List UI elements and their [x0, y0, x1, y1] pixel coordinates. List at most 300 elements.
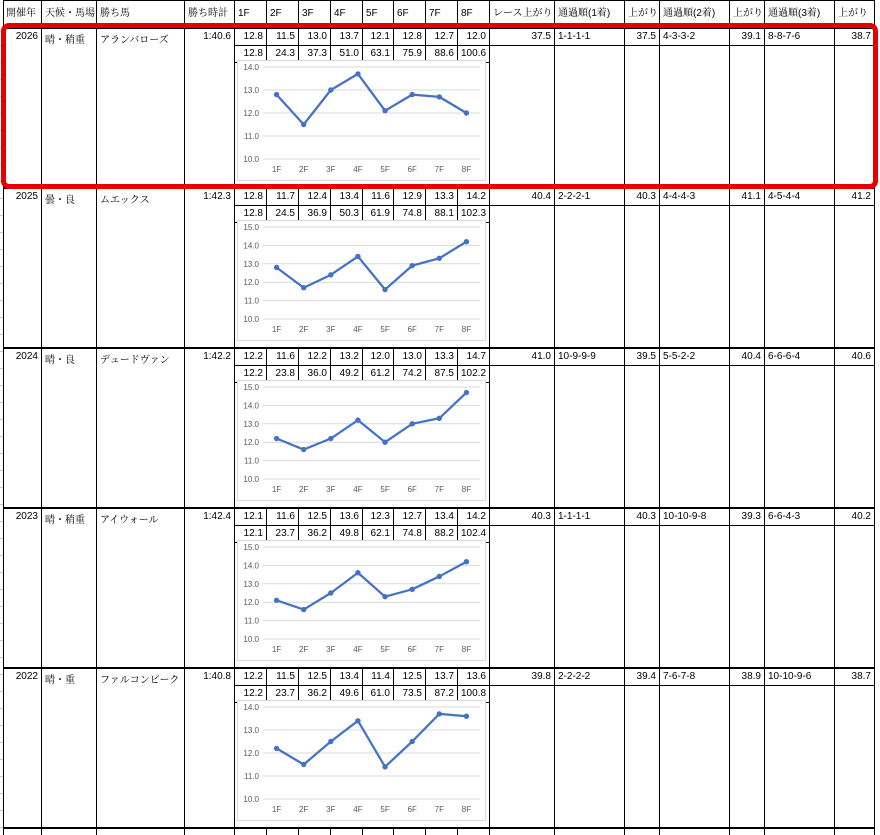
cell-lap-f8[interactable]: 14.2	[458, 509, 490, 526]
cell-cum-f6[interactable]: 74.8	[394, 206, 426, 223]
chart-data-point	[464, 559, 469, 564]
cell-agari2-empty	[730, 526, 765, 669]
cell-cum-f2[interactable]: 23.7	[267, 686, 299, 703]
cell-cum-f2[interactable]: 23.8	[267, 366, 299, 383]
cell-partial-row	[730, 829, 765, 835]
svg-text:4F: 4F	[353, 805, 363, 814]
cell-cum-f3[interactable]: 36.0	[299, 366, 331, 383]
svg-text:2F: 2F	[299, 325, 309, 334]
cell-pass1-empty	[555, 686, 625, 829]
chart-data-point	[328, 590, 333, 595]
chart-data-point	[409, 587, 414, 592]
cell-agari2[interactable]: 41.1	[730, 189, 765, 206]
cell-agari2[interactable]: 38.9	[730, 669, 765, 686]
cell-partial-row	[3, 829, 42, 835]
svg-text:3F: 3F	[326, 645, 336, 654]
cell-cum-f7[interactable]: 87.2	[426, 686, 458, 703]
cell-agari3[interactable]: 40.6	[835, 349, 875, 366]
header-cell-f4[interactable]: 4F	[331, 0, 363, 29]
svg-text:5F: 5F	[380, 485, 390, 494]
cell-agari2[interactable]: 39.3	[730, 509, 765, 526]
svg-text:5F: 5F	[380, 325, 390, 334]
cell-lap-f7[interactable]: 12.7	[426, 29, 458, 46]
cell-cum-f5[interactable]: 61.0	[363, 686, 394, 703]
cell-pass1-empty	[555, 206, 625, 349]
lap-chart-2023[interactable]	[237, 540, 486, 661]
cell-cum-f3[interactable]: 36.2	[299, 526, 331, 543]
chart-data-point	[328, 739, 333, 744]
cell-race_agari[interactable]: 40.4	[490, 189, 555, 206]
cell-partial-row	[97, 829, 185, 835]
cell-lap-f4[interactable]: 13.2	[331, 349, 363, 366]
cell-race_agari-empty	[490, 686, 555, 829]
cell-pass3[interactable]: 6-6-6-4	[765, 349, 835, 366]
cell-lap-f1[interactable]: 12.8	[235, 189, 267, 206]
cell-cum-f7[interactable]: 88.1	[426, 206, 458, 223]
cell-pass1[interactable]: 1-1-1-1	[555, 29, 625, 46]
cell-lap-f1[interactable]: 12.2	[235, 349, 267, 366]
cell-race_agari-empty	[490, 206, 555, 349]
lap-chart-2025[interactable]	[237, 220, 486, 341]
cell-agari1[interactable]: 39.4	[625, 669, 660, 686]
svg-text:3F: 3F	[326, 165, 336, 174]
cell-year[interactable]: 2025	[3, 189, 42, 349]
cell-lap-f7[interactable]: 13.3	[426, 189, 458, 206]
cell-lap-f3[interactable]: 12.5	[299, 669, 331, 686]
cell-lap-f8[interactable]: 12.0	[458, 29, 490, 46]
svg-text:8F: 8F	[461, 485, 472, 494]
svg-text:6F: 6F	[407, 165, 417, 174]
chart-data-point	[382, 764, 387, 769]
cell-cum-f1[interactable]: 12.8	[235, 46, 267, 63]
cell-time[interactable]: 1:40.8	[185, 669, 235, 829]
cell-time[interactable]: 1:42.4	[185, 509, 235, 669]
svg-text:7F: 7F	[434, 645, 444, 654]
cell-cum-f5[interactable]: 61.9	[363, 206, 394, 223]
cell-agari1[interactable]: 40.3	[625, 189, 660, 206]
svg-text:5F: 5F	[380, 805, 390, 814]
cell-race_agari[interactable]: 41.0	[490, 349, 555, 366]
cell-pass1[interactable]: 10-9-9-9	[555, 349, 625, 366]
cell-partial-row	[42, 829, 97, 835]
header-cell-weather[interactable]: 天候・馬場	[42, 0, 97, 29]
cell-pass2-empty	[660, 686, 730, 829]
cell-lap-f7[interactable]: 13.4	[426, 509, 458, 526]
svg-text:6F: 6F	[407, 485, 417, 494]
cell-agari3-empty	[835, 526, 875, 669]
svg-text:5F: 5F	[380, 165, 390, 174]
header-cell-pass2[interactable]: 通過順(2着)	[660, 0, 730, 29]
chart-data-point	[328, 272, 333, 277]
cell-agari3[interactable]: 40.2	[835, 509, 875, 526]
cell-lap-f6[interactable]: 12.9	[394, 189, 426, 206]
cell-race_agari[interactable]: 39.8	[490, 669, 555, 686]
cell-race_agari[interactable]: 40.3	[490, 509, 555, 526]
cell-race_agari-empty	[490, 366, 555, 509]
svg-text:12.0: 12.0	[243, 109, 259, 118]
svg-text:8F: 8F	[461, 325, 472, 334]
cell-cum-f3[interactable]: 36.2	[299, 686, 331, 703]
svg-text:8F: 8F	[461, 165, 472, 174]
chart-data-point	[301, 762, 306, 767]
cell-partial-row	[331, 829, 363, 835]
svg-text:6F: 6F	[407, 805, 417, 814]
chart-frame	[238, 381, 486, 501]
cell-lap-f2[interactable]: 11.6	[267, 509, 299, 526]
cell-partial-row	[490, 829, 555, 835]
cell-pass3-empty	[765, 366, 835, 509]
svg-text:12.0: 12.0	[243, 598, 259, 608]
header-cell-agari3[interactable]: 上がり	[835, 0, 875, 29]
cell-weather[interactable]: 晴・良	[42, 349, 97, 509]
header-cell-f3[interactable]: 3F	[299, 0, 331, 29]
svg-text:8F: 8F	[461, 645, 472, 654]
cell-agari1-empty	[625, 206, 660, 349]
cell-cum-f8[interactable]: 102.4	[458, 526, 490, 543]
chart-data-point	[301, 285, 306, 290]
cell-pass3[interactable]: 4-5-4-4	[765, 189, 835, 206]
svg-text:11.0: 11.0	[244, 616, 259, 626]
cell-lap-f1[interactable]: 12.2	[235, 669, 267, 686]
svg-text:8F: 8F	[461, 805, 472, 814]
cell-cum-f3[interactable]: 36.9	[299, 206, 331, 223]
svg-text:4F: 4F	[353, 645, 363, 654]
cell-lap-f8[interactable]: 14.7	[458, 349, 490, 366]
svg-text:4F: 4F	[353, 165, 363, 174]
svg-text:13.0: 13.0	[243, 259, 259, 269]
svg-text:13.0: 13.0	[243, 726, 259, 735]
svg-text:12.0: 12.0	[243, 749, 259, 758]
chart-data-point	[437, 574, 442, 579]
cell-pass2-empty	[660, 206, 730, 349]
chart-frame	[238, 701, 486, 821]
cell-horse[interactable]: デュードヴァン	[97, 349, 185, 509]
cell-lap-f2[interactable]: 11.7	[267, 189, 299, 206]
svg-text:12.0: 12.0	[243, 278, 259, 288]
cell-pass3-empty	[765, 686, 835, 829]
cell-agari1-empty	[625, 686, 660, 829]
cell-pass1[interactable]: 2-2-2-1	[555, 189, 625, 206]
cell-agari3[interactable]: 38.7	[835, 29, 875, 46]
cell-cum-f4[interactable]: 51.0	[331, 46, 363, 63]
header-cell-f1[interactable]: 1F	[235, 0, 267, 29]
chart-data-point	[437, 256, 442, 261]
chart-data-point	[274, 746, 279, 751]
cell-cum-f2[interactable]: 24.3	[267, 46, 299, 63]
cell-cum-f2[interactable]: 23.7	[267, 526, 299, 543]
cell-agari1-empty	[625, 366, 660, 509]
svg-text:13.0: 13.0	[243, 419, 259, 429]
cell-horse[interactable]: アイウォール	[97, 509, 185, 669]
cell-year[interactable]: 2024	[3, 349, 42, 509]
svg-text:10.0: 10.0	[243, 155, 259, 164]
cell-lap-f2[interactable]: 11.5	[267, 29, 299, 46]
cell-partial-row	[363, 829, 394, 835]
lap-chart-2024[interactable]	[237, 380, 486, 501]
cell-cum-f5[interactable]: 62.1	[363, 526, 394, 543]
cell-cum-f6[interactable]: 74.2	[394, 366, 426, 383]
cell-pass2[interactable]: 5-5-2-2	[660, 349, 730, 366]
cell-cum-f8[interactable]: 100.8	[458, 686, 490, 703]
cell-lap-f3[interactable]: 12.4	[299, 189, 331, 206]
header-cell-race_agari[interactable]: レース上がり	[490, 0, 555, 29]
header-cell-f5[interactable]: 5F	[363, 0, 394, 29]
highlight-box	[1, 23, 878, 189]
cell-pass2[interactable]: 10-10-9-8	[660, 509, 730, 526]
svg-text:13.0: 13.0	[243, 579, 259, 589]
svg-text:15.0: 15.0	[243, 223, 259, 232]
chart-data-point	[464, 239, 469, 244]
cell-horse[interactable]: アランバローズ	[97, 29, 185, 189]
header-cell-f6[interactable]: 6F	[394, 0, 426, 29]
cell-cum-f1[interactable]: 12.1	[235, 526, 267, 543]
cell-lap-f6[interactable]: 13.0	[394, 349, 426, 366]
svg-text:3F: 3F	[326, 325, 336, 334]
cell-time[interactable]: 1:40.6	[185, 29, 235, 189]
block-separator	[3, 347, 875, 349]
cell-cum-f4[interactable]: 49.6	[331, 686, 363, 703]
header-cell-agari1[interactable]: 上がり	[625, 0, 660, 29]
svg-text:2F: 2F	[299, 805, 309, 814]
cell-agari2[interactable]: 39.1	[730, 29, 765, 46]
cell-weather[interactable]: 曇・良	[42, 189, 97, 349]
chart-data-point	[274, 598, 279, 603]
cell-partial-row	[267, 829, 299, 835]
svg-text:1F: 1F	[271, 805, 282, 814]
cell-year[interactable]: 2022	[3, 669, 42, 829]
cell-lap-f6[interactable]: 12.7	[394, 509, 426, 526]
cell-lap-f4[interactable]: 13.6	[331, 509, 363, 526]
cell-partial-row	[394, 829, 426, 835]
header-cell-f2[interactable]: 2F	[267, 0, 299, 29]
svg-text:7F: 7F	[434, 165, 444, 174]
block-separator	[3, 827, 875, 829]
cell-pass3[interactable]: 8-8-7-6	[765, 29, 835, 46]
cell-lap-f5[interactable]: 11.6	[363, 189, 394, 206]
cell-cum-f1[interactable]: 12.2	[235, 366, 267, 383]
cell-cum-f6[interactable]: 74.8	[394, 526, 426, 543]
cell-lap-f6[interactable]: 12.8	[394, 29, 426, 46]
cell-agari2[interactable]: 40.4	[730, 349, 765, 366]
cell-lap-f7[interactable]: 13.7	[426, 669, 458, 686]
cell-cum-f1[interactable]: 12.2	[235, 686, 267, 703]
cell-lap-f5[interactable]: 12.3	[363, 509, 394, 526]
svg-text:4F: 4F	[353, 325, 363, 334]
cell-cum-f1[interactable]: 12.8	[235, 206, 267, 223]
cell-agari3-empty	[835, 366, 875, 509]
cell-lap-f1[interactable]: 12.1	[235, 509, 267, 526]
svg-text:11.0: 11.0	[244, 132, 259, 141]
cell-cum-f2[interactable]: 24.5	[267, 206, 299, 223]
cell-cum-f5[interactable]: 61.2	[363, 366, 394, 383]
chart-data-point	[382, 287, 387, 292]
svg-text:2F: 2F	[299, 165, 309, 174]
cell-pass3[interactable]: 6-6-4-3	[765, 509, 835, 526]
chart-data-point	[437, 416, 442, 421]
cell-agari2-empty	[730, 206, 765, 349]
cell-time[interactable]: 1:42.2	[185, 349, 235, 509]
cell-time[interactable]: 1:42.3	[185, 189, 235, 349]
chart-data-point	[274, 436, 279, 441]
cell-year[interactable]: 2026	[3, 29, 42, 189]
cell-lap-f5[interactable]: 11.4	[363, 669, 394, 686]
cell-pass1[interactable]: 2-2-2-2	[555, 669, 625, 686]
cell-pass3-empty	[765, 206, 835, 349]
cell-cum-f4[interactable]: 49.2	[331, 366, 363, 383]
lap-chart-2022[interactable]	[237, 700, 486, 821]
cell-lap-f1[interactable]: 12.8	[235, 29, 267, 46]
svg-text:10.0: 10.0	[243, 475, 259, 484]
cell-pass1-empty	[555, 366, 625, 509]
cell-partial-row	[625, 829, 660, 835]
cell-agari2-empty	[730, 366, 765, 509]
cell-lap-f2[interactable]: 11.5	[267, 669, 299, 686]
chart-frame	[238, 221, 486, 341]
chart-data-point	[464, 714, 469, 719]
svg-text:14.0: 14.0	[243, 241, 259, 251]
cell-pass3-empty	[765, 526, 835, 669]
chart-data-point	[409, 263, 414, 268]
svg-text:1F: 1F	[271, 325, 282, 334]
header-cell-agari2[interactable]: 上がり	[730, 0, 765, 29]
cell-lap-f4[interactable]: 13.7	[331, 29, 363, 46]
svg-text:7F: 7F	[434, 805, 444, 814]
cell-lap-f3[interactable]: 12.2	[299, 349, 331, 366]
cell-agari1[interactable]: 37.5	[625, 29, 660, 46]
svg-text:3F: 3F	[326, 485, 336, 494]
cell-cum-f6[interactable]: 75.9	[394, 46, 426, 63]
svg-text:14.0: 14.0	[243, 703, 259, 712]
svg-text:4F: 4F	[353, 485, 363, 494]
cell-lap-f5[interactable]: 12.0	[363, 349, 394, 366]
cell-agari3-empty	[835, 686, 875, 829]
header-cell-year[interactable]: 開催年	[3, 0, 42, 29]
cell-weather[interactable]: 晴・稍重	[42, 29, 97, 189]
cell-pass2-empty	[660, 366, 730, 509]
cell-pass1[interactable]: 1-1-1-1	[555, 509, 625, 526]
svg-text:14.0: 14.0	[243, 63, 259, 72]
chart-data-point	[382, 440, 387, 445]
svg-text:6F: 6F	[407, 325, 417, 334]
cell-pass2[interactable]: 7-6-7-8	[660, 669, 730, 686]
cell-partial-row	[185, 829, 235, 835]
cell-cum-f8[interactable]: 100.6	[458, 46, 490, 63]
cell-lap-f4[interactable]: 13.4	[331, 669, 363, 686]
cell-lap-f3[interactable]: 13.0	[299, 29, 331, 46]
cell-race_agari[interactable]: 37.5	[490, 29, 555, 46]
cell-lap-f3[interactable]: 12.5	[299, 509, 331, 526]
svg-text:5F: 5F	[380, 645, 390, 654]
cell-agari1[interactable]: 39.5	[625, 349, 660, 366]
chart-data-point	[355, 570, 360, 575]
cell-agari1[interactable]: 40.3	[625, 509, 660, 526]
chart-data-point	[355, 718, 360, 723]
svg-text:7F: 7F	[434, 325, 444, 334]
header-cell-pass1[interactable]: 通過順(1着)	[555, 0, 625, 29]
svg-text:1F: 1F	[271, 165, 282, 174]
cell-partial-row	[835, 829, 875, 835]
cell-pass2-empty	[660, 526, 730, 669]
cell-pass2[interactable]: 4-4-4-3	[660, 189, 730, 206]
cell-lap-f4[interactable]: 13.4	[331, 189, 363, 206]
cell-cum-f4[interactable]: 49.8	[331, 526, 363, 543]
svg-text:11.0: 11.0	[244, 456, 259, 466]
cell-horse[interactable]: ファルコンビーク	[97, 669, 185, 829]
svg-text:14.0: 14.0	[243, 401, 259, 411]
cell-weather[interactable]: 晴・重	[42, 669, 97, 829]
header-cell-f8[interactable]: 8F	[458, 0, 490, 29]
cell-weather[interactable]: 晴・稍重	[42, 509, 97, 669]
cell-cum-f3[interactable]: 37.3	[299, 46, 331, 63]
svg-text:3F: 3F	[326, 805, 336, 814]
cell-agari2-empty	[730, 686, 765, 829]
cell-cum-f8[interactable]: 102.2	[458, 366, 490, 383]
cell-agari3[interactable]: 41.2	[835, 189, 875, 206]
header-cell-f7[interactable]: 7F	[426, 0, 458, 29]
chart-data-point	[437, 711, 442, 716]
header-cell-pass3[interactable]: 通過順(3着)	[765, 0, 835, 29]
chart-data-point	[382, 594, 387, 599]
cell-lap-f8[interactable]: 13.6	[458, 669, 490, 686]
cell-pass2[interactable]: 4-3-3-2	[660, 29, 730, 46]
cell-cum-f8[interactable]: 102.3	[458, 206, 490, 223]
cell-horse[interactable]: ムエックス	[97, 189, 185, 349]
chart-data-point	[355, 417, 360, 422]
cell-cum-f7[interactable]: 88.2	[426, 526, 458, 543]
header-cell-horse[interactable]: 勝ち馬	[97, 0, 185, 29]
cell-lap-f6[interactable]: 12.5	[394, 669, 426, 686]
cell-partial-row	[235, 829, 267, 835]
svg-text:15.0: 15.0	[243, 383, 259, 392]
svg-text:6F: 6F	[407, 645, 417, 654]
cell-lap-f8[interactable]: 14.2	[458, 189, 490, 206]
cell-lap-f7[interactable]: 13.3	[426, 349, 458, 366]
cell-cum-f4[interactable]: 50.3	[331, 206, 363, 223]
block-separator	[3, 667, 875, 669]
svg-text:13.0: 13.0	[243, 86, 259, 95]
cell-partial-row	[555, 829, 625, 835]
cell-cum-f6[interactable]: 73.5	[394, 686, 426, 703]
cell-partial-row	[426, 829, 458, 835]
svg-text:1F: 1F	[271, 645, 282, 654]
cell-cum-f5[interactable]: 63.1	[363, 46, 394, 63]
svg-text:10.0: 10.0	[243, 315, 259, 324]
chart-data-point	[409, 421, 414, 426]
chart-data-point	[409, 739, 414, 744]
cell-agari3-empty	[835, 206, 875, 349]
cell-pass1-empty	[555, 526, 625, 669]
cell-partial-row	[765, 829, 835, 835]
chart-data-point	[301, 447, 306, 452]
block-separator	[3, 507, 875, 509]
cell-cum-f7[interactable]: 87.5	[426, 366, 458, 383]
cell-lap-f5[interactable]: 12.1	[363, 29, 394, 46]
cell-lap-f2[interactable]: 11.6	[267, 349, 299, 366]
chart-data-point	[464, 390, 469, 395]
cell-year[interactable]: 2023	[3, 509, 42, 669]
cell-cum-f7[interactable]: 88.6	[426, 46, 458, 63]
cell-agari3[interactable]: 38.7	[835, 669, 875, 686]
cell-pass3[interactable]: 10-10-9-6	[765, 669, 835, 686]
svg-text:11.0: 11.0	[244, 296, 259, 306]
svg-text:11.0: 11.0	[244, 772, 259, 781]
svg-text:7F: 7F	[434, 485, 444, 494]
cell-agari1-empty	[625, 526, 660, 669]
svg-text:12.0: 12.0	[243, 438, 259, 448]
svg-text:2F: 2F	[299, 645, 309, 654]
svg-text:2F: 2F	[299, 485, 309, 494]
header-cell-time[interactable]: 勝ち時計	[185, 0, 235, 29]
